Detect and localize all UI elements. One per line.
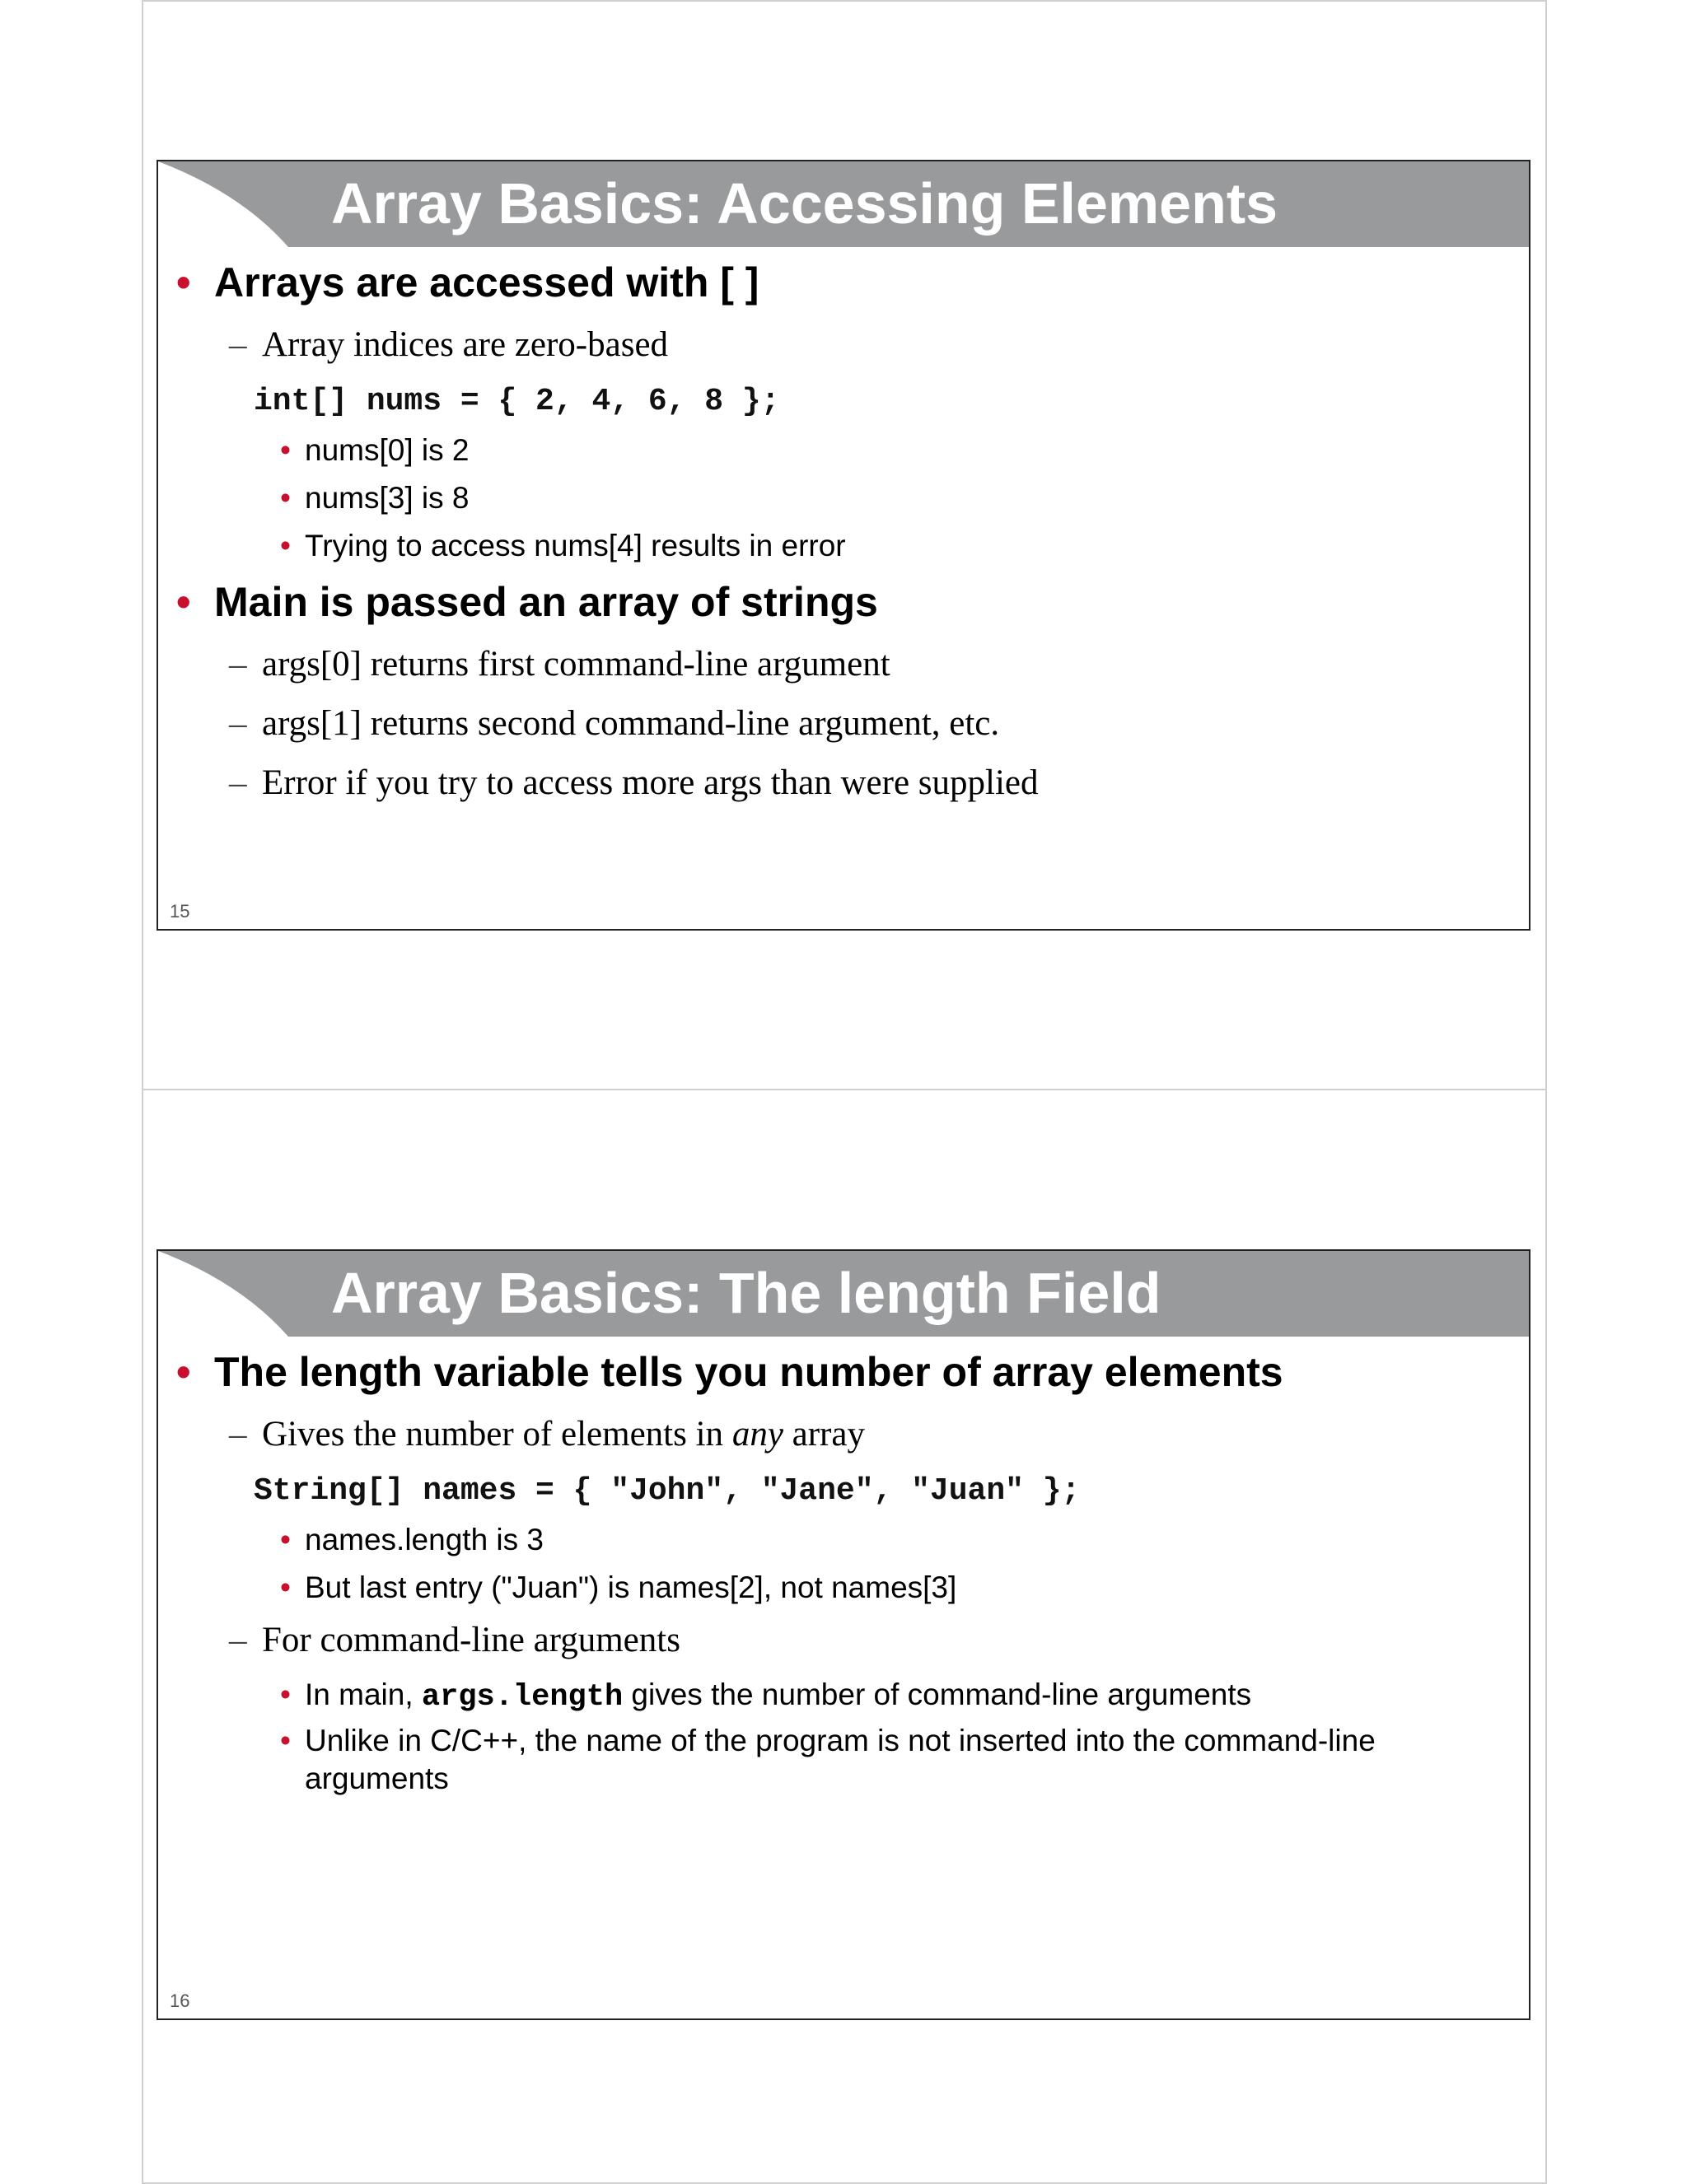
bullet-level3 [280,1678,1252,1715]
bullet-text: Error if you try to access more args than were supplied [262,763,1039,802]
bullet-text: Unlike in C/C++, the name of the program is not inserted into the command-line arguments [305,1724,1376,1795]
bullet-text: gives the number of command-line arguments [623,1678,1252,1711]
bullet-level2 [229,1620,680,1660]
title-bar [158,161,1529,247]
code-line: int[] nums = { 2, 4, 6, 8 }; [254,384,780,419]
bullet-level1 [176,259,759,306]
bullet-level3 [280,1523,544,1557]
bullet-level2 [229,703,1000,744]
bullet-icon: • [176,579,191,625]
slide-16 [157,1249,1530,2020]
bullet-text: Arrays are accessed with [ ] [214,259,759,306]
bullet-level3 [280,481,470,516]
bullet-text: Array indices are zero-based [262,325,669,364]
dash-icon: – [229,763,247,802]
bullet-level1 [176,578,878,626]
page-number: 15 [170,901,190,922]
bullet-level2 [229,324,669,365]
bullet-level2 [229,1414,865,1454]
bullet-text: names.length is 3 [305,1523,544,1556]
dot-icon: • [280,433,291,467]
emphasis-text: any [731,1415,783,1454]
bullet-text: But last entry ("Juan") is names[2], not names[3] [305,1570,957,1604]
bullet-text: Main is passed an array of strings [214,579,878,625]
dot-icon: • [280,1523,291,1556]
dash-icon: – [229,645,247,684]
bullet-text: Gives the number of elements in [262,1415,732,1454]
page-number: 16 [170,1990,190,2011]
bullet-text: args[0] returns first command-line argument [262,645,890,684]
code-inline: args.length [421,1680,624,1715]
dash-icon: – [229,325,247,364]
bullet-icon: • [176,1349,191,1395]
dash-icon: – [229,1415,247,1454]
bullet-level3 [280,1570,957,1605]
dot-icon: • [280,481,291,515]
bullet-text: nums[0] is 2 [305,433,470,467]
bullet-text: For command-line arguments [262,1621,680,1659]
dot-icon: • [280,529,291,562]
bullet-level2 [229,644,890,684]
bullet-text: args[1] returns second command-line argument, etc. [262,704,1000,743]
bullet-text: nums[3] is 8 [305,481,470,515]
bullet-icon: • [176,259,191,306]
dash-icon: – [229,704,247,743]
dot-icon: • [280,1570,291,1604]
dot-icon: • [280,1724,291,1757]
bullet-text: Trying to access nums[4] results in error [305,529,846,562]
slide-title: Array Basics: The length Field [331,1261,1161,1325]
title-bar [158,1251,1529,1337]
slide-title: Array Basics: Accessing Elements [331,171,1278,236]
bullet-level3 [280,1722,1474,1798]
bullet-level1 [176,1348,1283,1396]
dot-icon: • [280,1678,291,1711]
bullet-level2 [229,763,1039,803]
slide-15 [157,160,1530,931]
code-line: String[] names = { "John", "Jane", "Juan" }; [254,1473,1081,1509]
bullet-text: array [783,1415,865,1454]
bullet-text: In main, [305,1678,422,1711]
dash-icon: – [229,1621,247,1659]
bullet-level3 [280,433,470,468]
page-divider [142,1089,1545,1090]
bullet-text: The length variable tells you number of array elements [214,1349,1283,1395]
bullet-level3 [280,529,846,563]
